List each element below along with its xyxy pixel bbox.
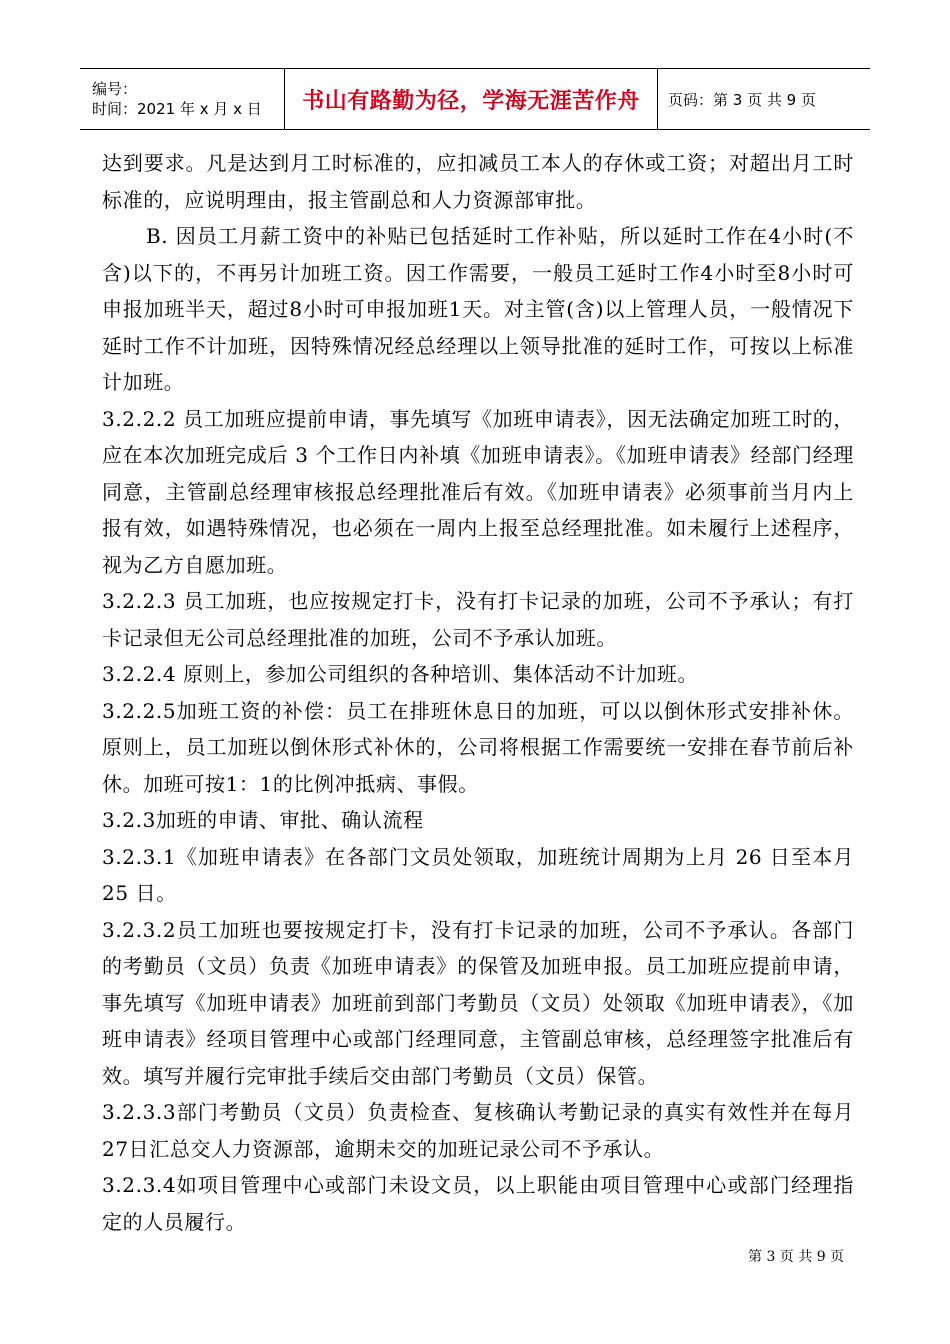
document-body [102, 145, 854, 1240]
document-date-label: 时间：2021 年 x 月 x 日 [92, 100, 262, 118]
header-page-cell [658, 69, 870, 129]
header-page-number: 页码：第 3 页 共 9 页 [668, 90, 816, 109]
document-number-label: 编号： [92, 80, 138, 98]
header-meta [80, 69, 284, 129]
header-motto-cell [284, 69, 658, 129]
header-motto: 书山有路勤为径，学海无涯苦作舟 [302, 88, 640, 114]
page-footer: 第 3 页 共 9 页 [748, 1249, 845, 1265]
paragraph: 达到要求。凡是达到月工时标准的，应扣减员工本人的存休或工资；对超出月工时标准的，应说明理由，报主管副总和人力资源部审批。 [102, 151, 854, 212]
paragraph: 3.2.2.4 原则上，参加公司组织的各种培训、集体活动不计加班。 [102, 662, 699, 686]
paragraph: 3.2.3.4如项目管理中心或部门未设文员，以上职能由项目管理中心或部门经理指定的人员履行。 [102, 1173, 854, 1234]
section-heading: 3.2.3加班的申请、审批、确认流程 [102, 808, 424, 832]
paragraph: 3.2.2.3 员工加班，也应按规定打卡，没有打卡记录的加班，公司不予承认；有打卡记录但无公司总经理批准的加班，公司不予承认加班。 [102, 589, 854, 650]
paragraph: 3.2.2.2 员工加班应提前申请，事先填写《加班申请表》，因无法确定加班工时的，应在本次加班完成后 3 个工作日内补填《加班申请表》。《加班申请表》经部门经理同意，主管副总经理审核报总经理批准后有效。《加班申请表》必须事前当月内上报有效，如遇特殊情况，也必须在一周内上报至总经理批准。如未履行上述程序，视为乙方自愿加班。 [102, 406, 854, 577]
paragraph: B. 因员工月薪工资中的补贴已包括延时工作补贴，所以延时工作在4小时(不含)以下的，不再另计加班工资。因工作需要，一般员工延时工作4小时至8小时可申报加班半天，超过8小时可申报加班1天。对主管(含)以上管理人员，一般情况下延时工作不计加班，因特殊情况经总经理以上领导批准的延时工作，可按以上标准计加班。 [102, 224, 854, 394]
paragraph: 3.2.3.3部门考勤员（文员）负责检查、复核确认考勤记录的真实有效性并在每月27日汇总交人力资源部，逾期未交的加班记录公司不予承认。 [102, 1100, 854, 1161]
paragraph: 3.2.3.2员工加班也要按规定打卡，没有打卡记录的加班，公司不予承认。各部门的考勤员（文员）负责《加班申请表》的保管及加班申报。员工加班应提前申请，事先填写《加班申请表》加班前到部门考勤员（文员）处领取《加班申请表》，《加班申请表》经项目管理中心或部门经理同意，主管副总审核，总经理签字批准后有效。填写并履行完审批手续后交由部门考勤员（文员）保管。 [102, 917, 854, 1088]
paragraph: 3.2.3.1《加班申请表》在各部门文员处领取，加班统计周期为上月 26 日至本月 25 日。 [102, 844, 854, 905]
document-header [80, 68, 870, 130]
paragraph: 3.2.2.5加班工资的补偿：员工在排班休息日的加班，可以以倒休形式安排补休。原则上，员工加班以倒休形式补休的，公司将根据工作需要统一安排在春节前后补休。加班可按1：1的比例冲抵病、事假。 [102, 698, 854, 796]
